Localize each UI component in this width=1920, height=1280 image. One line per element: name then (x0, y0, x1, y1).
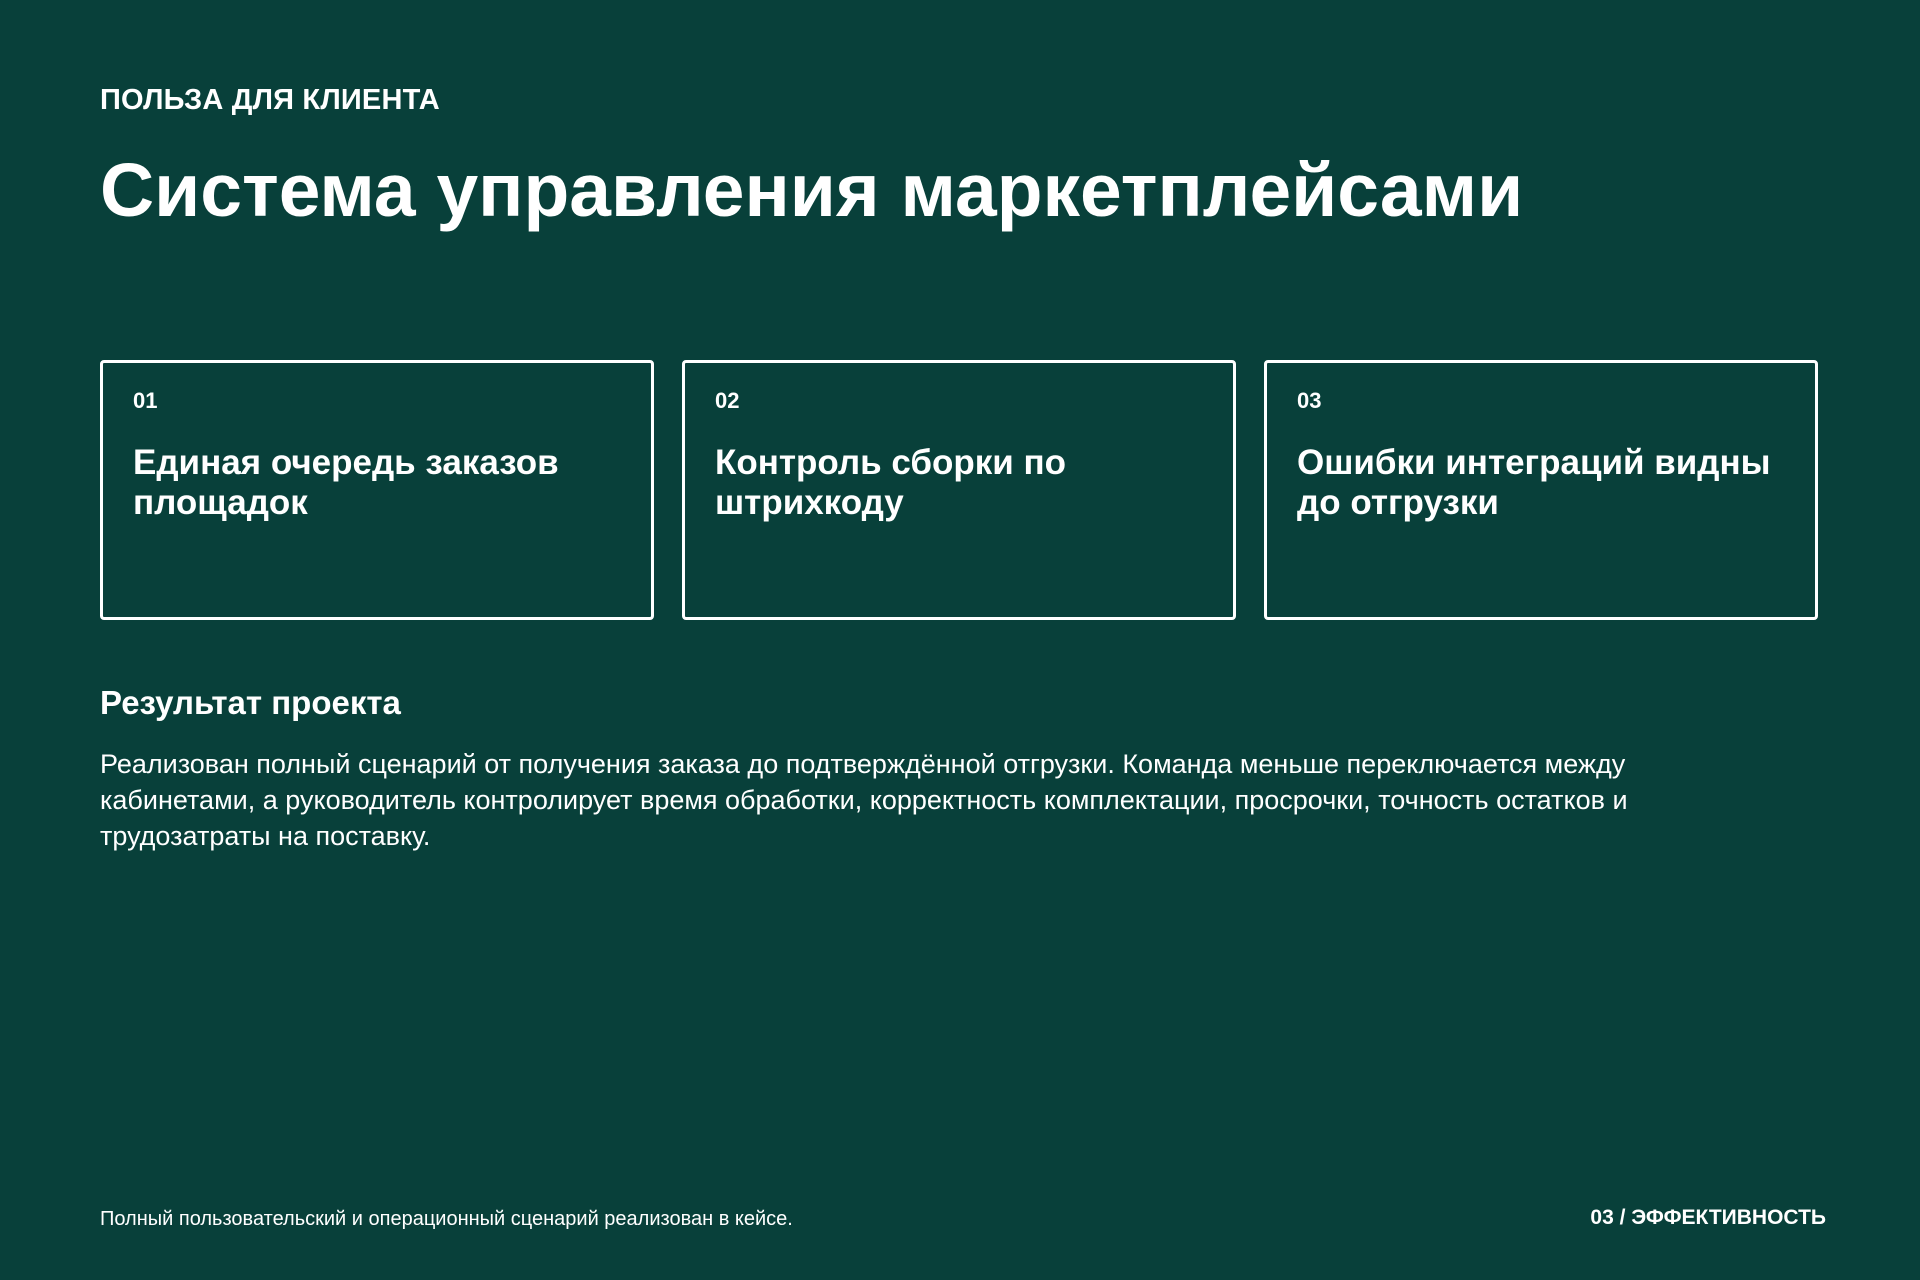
footer-note: Полный пользовательский и операционный сценарий реализован в кейсе. (100, 1208, 793, 1230)
card-number: 01 (133, 388, 158, 413)
page-title: Система управления маркетплейсами (100, 148, 1524, 232)
card-number: 02 (715, 388, 740, 413)
benefit-card-01 (100, 360, 654, 620)
result-heading: Результат проекта (100, 684, 401, 721)
eyebrow-label: ПОЛЬЗА ДЛЯ КЛИЕНТА (100, 84, 440, 116)
card-number: 03 (1297, 388, 1322, 413)
card-title: Единая очередь заказов площадок (133, 443, 559, 522)
result-description: Реализован полный сценарий от получения заказа до подтверждённой отгрузки. Команда меньше переключается между кабинетами, а руководитель контролирует время обработки, корректность комплектации, просрочки, точность остатков и трудозатраты на поставку. (100, 749, 1628, 851)
benefit-cards (100, 360, 1820, 620)
page-indicator: 03 / ЭФФЕКТИВНОСТЬ (1590, 1206, 1826, 1229)
benefit-card-02 (682, 360, 1236, 620)
card-title: Ошибки интеграций видны до отгрузки (1297, 443, 1771, 522)
benefit-card-03 (1264, 360, 1818, 620)
card-title: Контроль сборки по штрихкоду (715, 443, 1067, 522)
